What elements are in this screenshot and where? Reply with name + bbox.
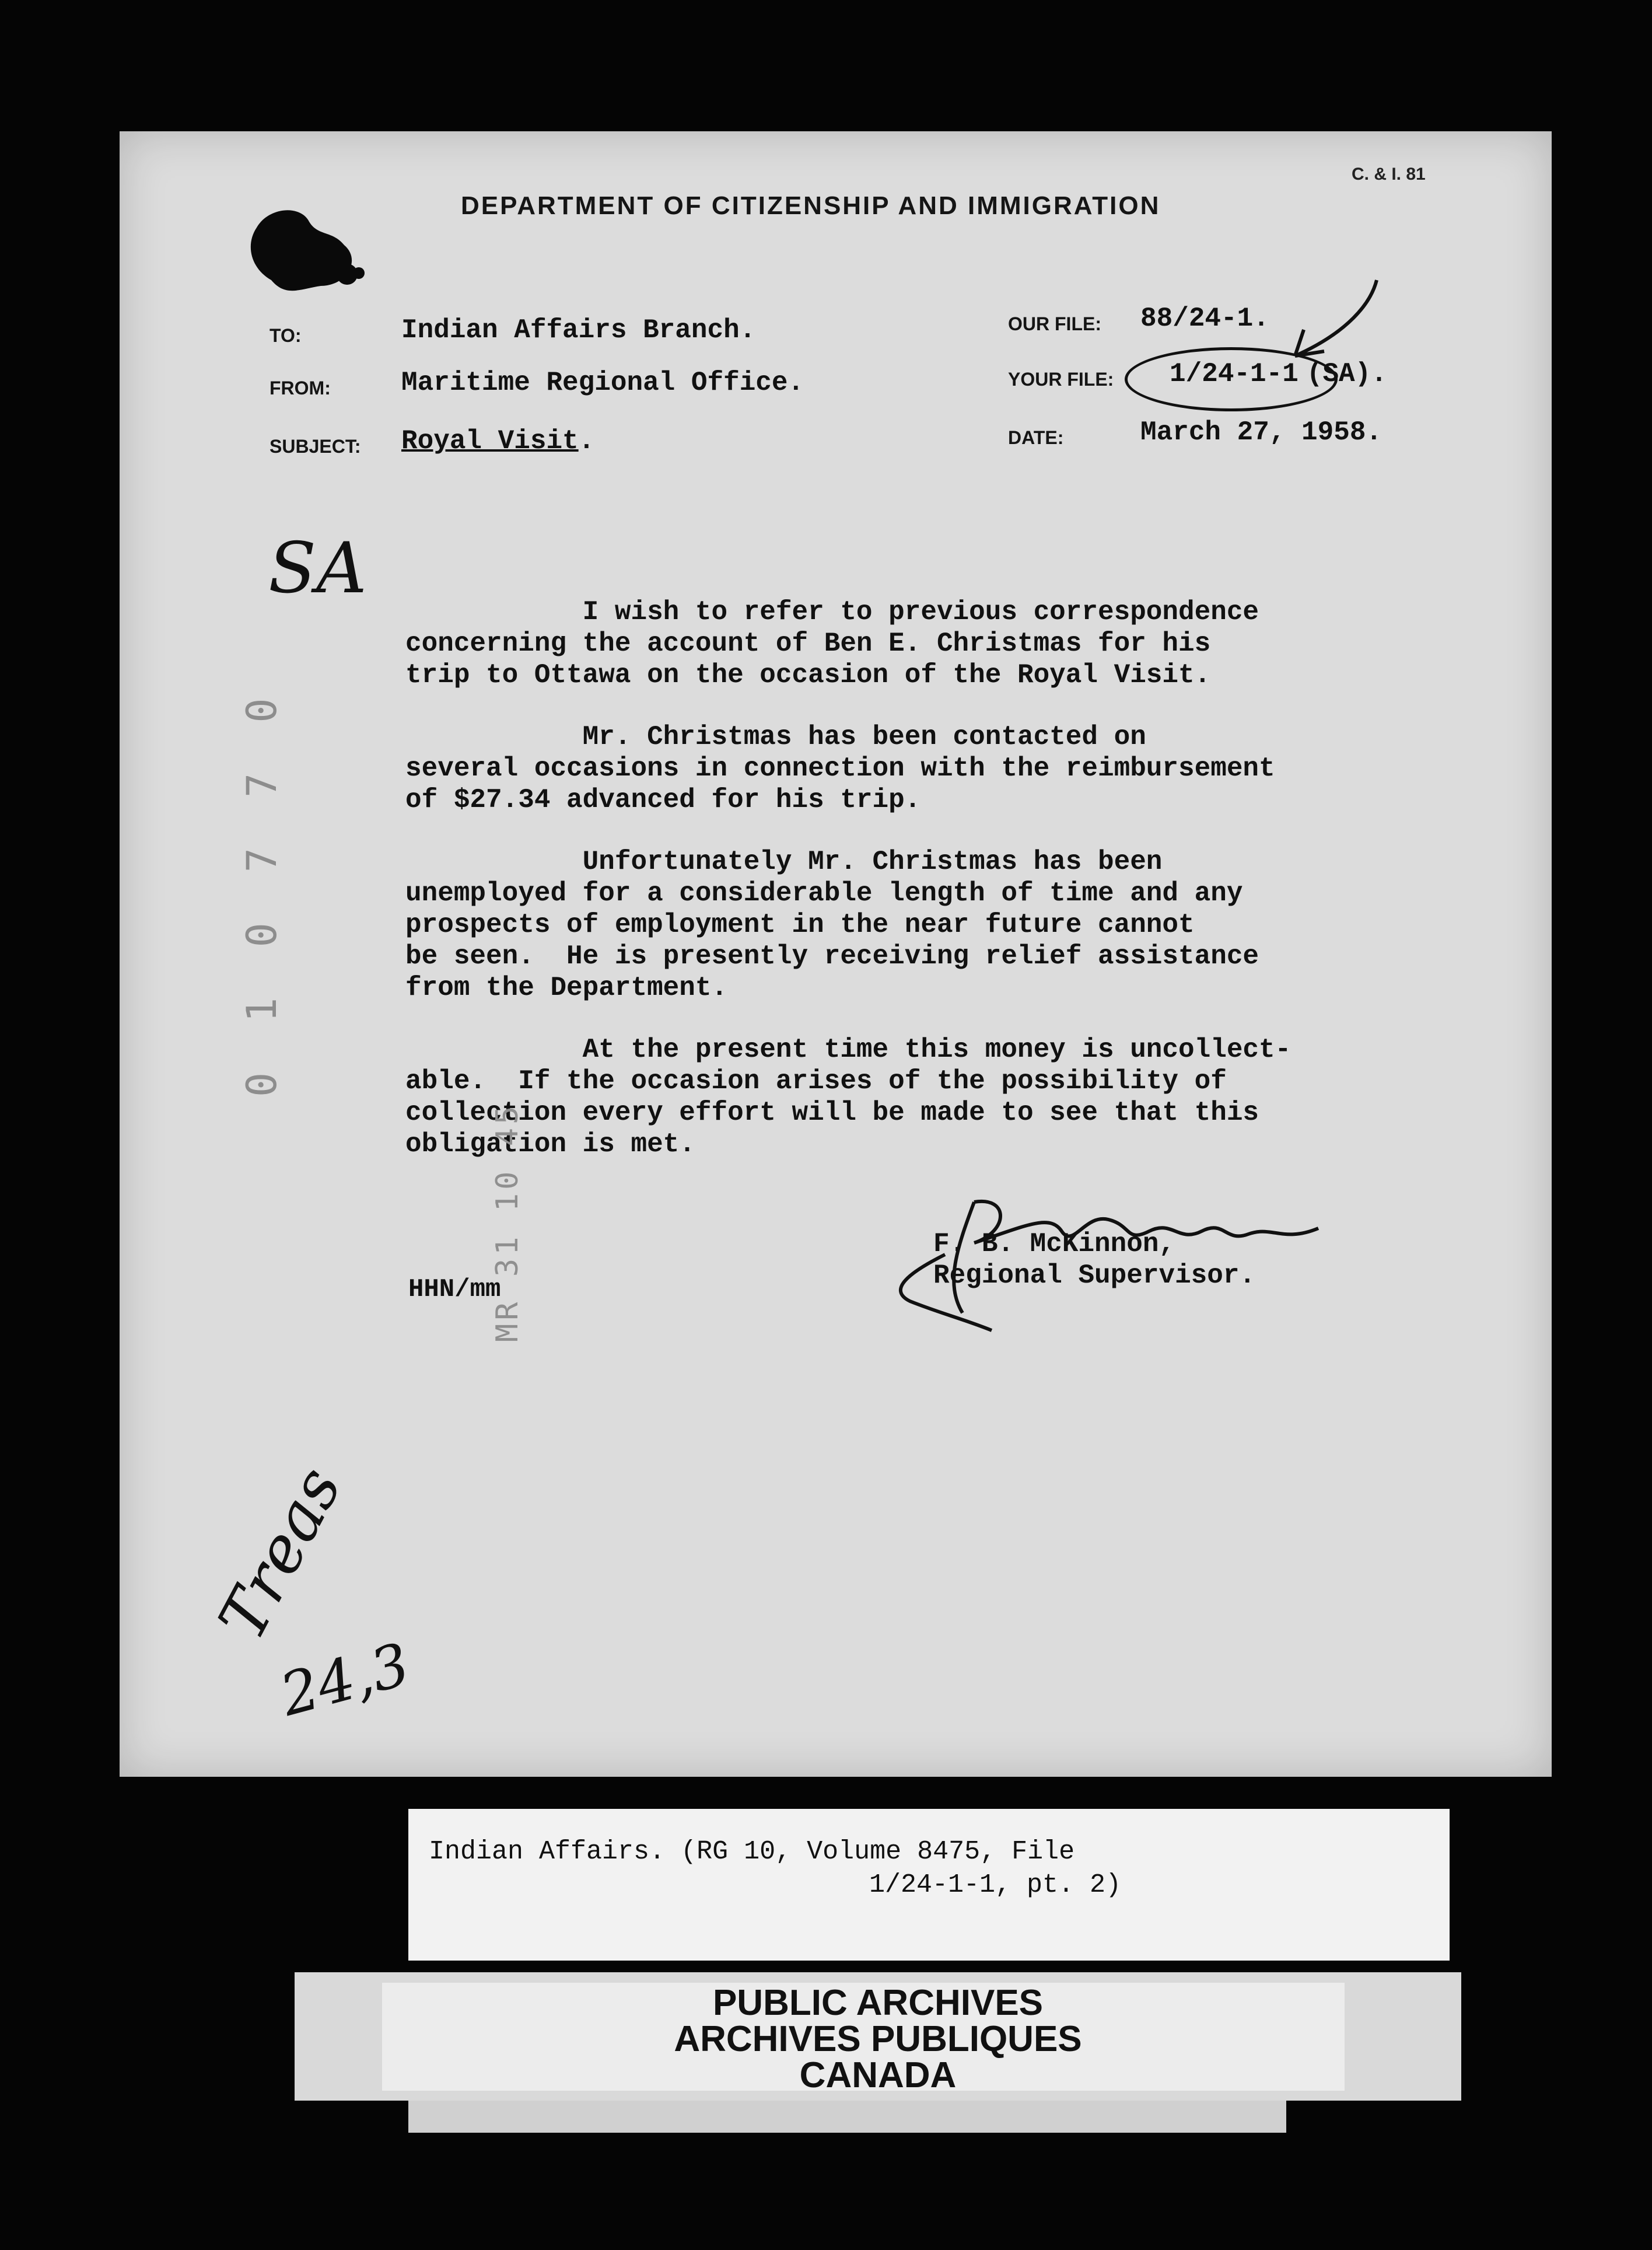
reference-line-2: 1/24-1-1, pt. 2) — [869, 1870, 1122, 1900]
signer-block — [933, 1228, 1255, 1291]
signer-name: F. B. McKinnon, — [933, 1229, 1175, 1259]
arrow-icon — [1272, 274, 1394, 368]
your-file-number: 1/24-1-1 — [1170, 359, 1298, 389]
archives-label — [295, 1972, 1461, 2101]
bottom-strip — [408, 2101, 1286, 2133]
your-file-suffix: (SA). — [1306, 359, 1387, 389]
memo-body — [405, 596, 1409, 1160]
typist-initials: HHN/mm — [408, 1275, 501, 1304]
subject-period: . — [578, 426, 595, 456]
subject-value — [401, 426, 594, 456]
department-heading: DEPARTMENT OF CITIZENSHIP AND IMMIGRATION — [461, 191, 1161, 220]
archives-line-1: PUBLIC ARCHIVES — [712, 1983, 1044, 2023]
to-value: Indian Affairs Branch. — [401, 315, 756, 345]
our-file-value: 88/24-1. — [1140, 303, 1269, 334]
from-value: Maritime Regional Office. — [401, 368, 804, 398]
archives-line-2: ARCHIVES PUBLIQUES — [674, 2019, 1082, 2059]
serial-stamp: 0 1 0 7 7 0 — [238, 685, 286, 1097]
handwritten-number: 24,3 — [273, 1630, 417, 1730]
your-file-label: YOUR FILE: — [1008, 369, 1114, 390]
archive-reference-card — [408, 1809, 1450, 1961]
date-value: March 27, 1958. — [1140, 417, 1382, 448]
subject-text: Royal Visit — [401, 426, 579, 456]
our-file-label: OUR FILE: — [1008, 313, 1101, 334]
body-paragraph-2: Mr. Christmas has been contacted on several occasions in connection with the reimbursement of $27.34 advanced for his trip. — [405, 722, 1275, 815]
signer-title: Regional Supervisor. — [933, 1260, 1256, 1291]
subject-label: SUBJECT: — [270, 436, 361, 457]
handwritten-note-top: SA — [268, 528, 367, 609]
ink-blot-icon — [245, 204, 368, 303]
reference-line-1: Indian Affairs. (RG 10, Volume 8475, File — [429, 1837, 1075, 1867]
from-label: FROM: — [270, 378, 331, 399]
body-paragraph-1: I wish to refer to previous correspondence concerning the account of Ben E. Christmas for his trip to Ottawa on the occasion of the Royal Visit. — [405, 597, 1259, 690]
body-paragraph-4: At the present time this money is uncollect- able. If the occasion arises of the possibility of collection every effort will be made to see that this obligation is met. — [405, 1035, 1292, 1159]
archives-line-3: CANADA — [799, 2055, 957, 2095]
body-paragraph-3: Unfortunately Mr. Christmas has been unemployed for a considerable length of time and any prospects of employment in the near future cannot be seen. He is presently receiving relief assistance from the Department. — [405, 847, 1259, 1003]
handwritten-note-bottom: Treas — [204, 1455, 356, 1652]
to-label: TO: — [270, 325, 302, 346]
received-date-stamp: MR 31 10 45 — [490, 1102, 525, 1342]
form-code: C. & I. 81 — [1352, 165, 1426, 184]
date-label: DATE: — [1008, 427, 1064, 448]
